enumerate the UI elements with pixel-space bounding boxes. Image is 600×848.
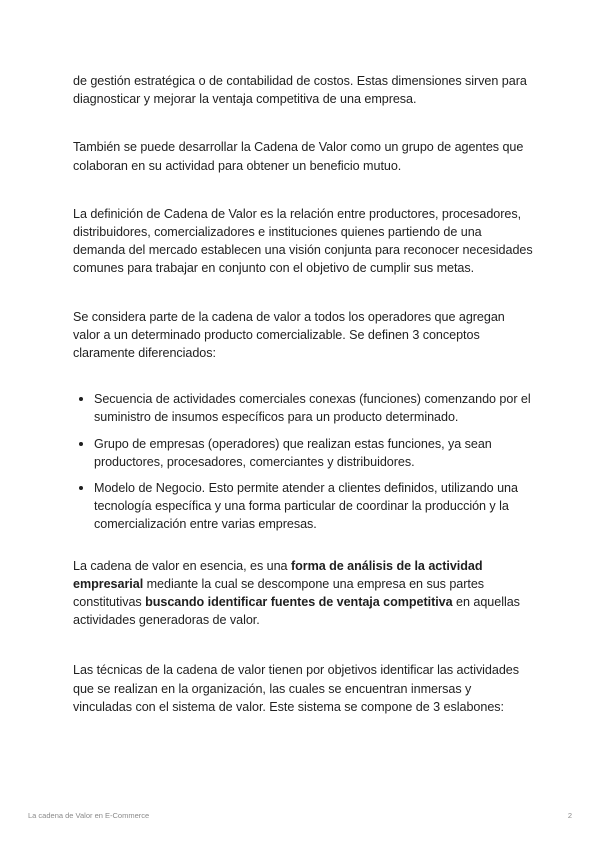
analysis-text-3: en aquellas actividades generadoras de valor. bbox=[73, 595, 520, 628]
analysis-text-2: mediante la cual se descompone una empresa en sus partes constitutivas bbox=[73, 576, 485, 610]
paragraph-analysis bbox=[73, 557, 533, 630]
paragraph-operators: Se considera parte de la cadena de valor a todos los operadores que agregan valor a un determinado producto comercializable. Se definen 3 conceptos claramente diferenciados: bbox=[73, 309, 505, 361]
list-item bbox=[73, 390, 533, 426]
bullet-dot-icon bbox=[79, 397, 83, 401]
bullet-dot-icon bbox=[79, 442, 83, 446]
list-item-text: Secuencia de actividades comerciales conexas (funciones) comenzando por el suministro de insumos específicos para un producto determinado. bbox=[94, 392, 531, 425]
list-item-text: Grupo de empresas (operadores) que realizan estas funciones, ya sean productores, procesadores, comerciantes y distribuidores. bbox=[94, 436, 492, 469]
analysis-bold-2: buscando identificar fuentes de ventaja competitiva bbox=[145, 595, 453, 610]
paragraph-agents: También se puede desarrollar la Cadena de Valor como un grupo de agentes que colaboran en su actividad para obtener un beneficio mutuo. bbox=[73, 140, 524, 173]
footer-document-title: La cadena de Valor en E-Commerce bbox=[28, 811, 150, 820]
list-item-text: Modelo de Negocio. Esto permite atender a clientes definidos, utilizando una tecnología específica y una forma particular de coordinar la producción y la comercialización entre varias empresas. bbox=[94, 481, 518, 532]
list-item bbox=[73, 435, 533, 471]
document-body bbox=[73, 72, 533, 716]
analysis-text-1: La cadena de valor en esencia, es una bbox=[73, 558, 291, 573]
analysis-bold-1: forma de análisis de la actividad empresarial bbox=[73, 558, 483, 591]
paragraph-techniques: Las técnicas de la cadena de valor tienen por objetivos identificar las actividades que se realizan en la organización, las cuales se encuentran inmersas y vinculadas con el sistema de valor. Este sistema se compone de 3 eslabones: bbox=[73, 663, 519, 714]
concepts-list bbox=[73, 390, 533, 533]
paragraph-definition: La definición de Cadena de Valor es la relación entre productores, procesadores, distribuidores, comercializadores e instituciones quienes partiendo de una demanda del mercado establecen una visión conjunta para reconocer necesidades comunes para trabajar en conjunto con el objetivo de cumplir sus metas. bbox=[73, 206, 533, 276]
list-item bbox=[73, 479, 533, 534]
footer-page-number: 2 bbox=[567, 811, 572, 820]
bullet-dot-icon bbox=[79, 486, 83, 490]
paragraph-intro-continuation: de gestión estratégica o de contabilidad de costos. Estas dimensiones sirven para diagnosticar y mejorar la ventaja competitiva de una empresa. bbox=[73, 74, 527, 107]
